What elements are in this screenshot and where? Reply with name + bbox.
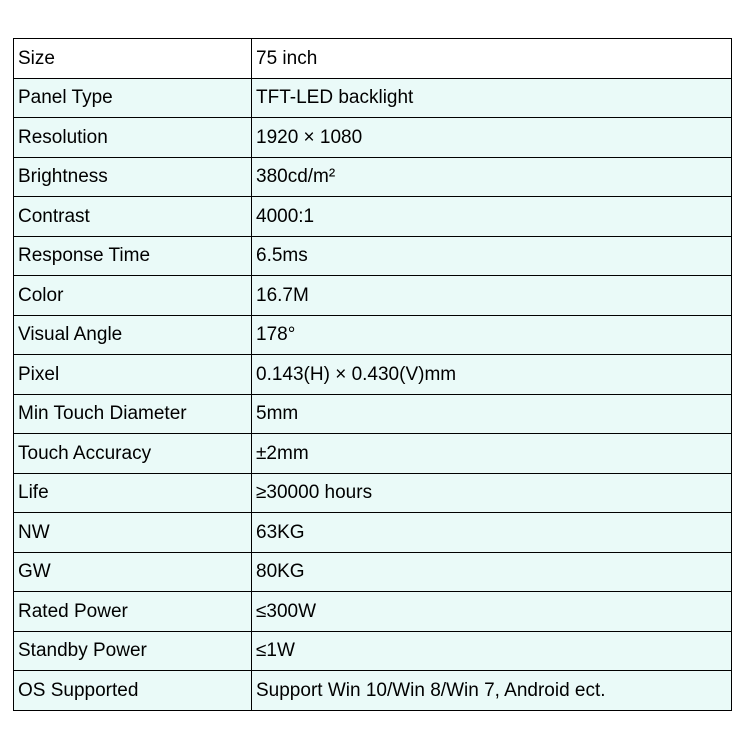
- spec-row-panel-type: [14, 78, 732, 118]
- spec-value: 80KG: [252, 552, 732, 592]
- spec-value: ≥30000 hours: [252, 473, 732, 513]
- spec-row-pixel: [14, 355, 732, 395]
- spec-value: ≤1W: [252, 631, 732, 671]
- spec-label: Rated Power: [14, 592, 252, 632]
- spec-row-color: [14, 276, 732, 316]
- spec-label: Response Time: [14, 236, 252, 276]
- spec-value: 6.5ms: [252, 236, 732, 276]
- spec-row-size: [14, 39, 732, 79]
- spec-row-resolution: [14, 118, 732, 158]
- spec-label: Life: [14, 473, 252, 513]
- spec-label: Standby Power: [14, 631, 252, 671]
- spec-value: TFT-LED backlight: [252, 78, 732, 118]
- spec-value: 380cd/m²: [252, 157, 732, 197]
- spec-value: 178°: [252, 315, 732, 355]
- spec-label: Panel Type: [14, 78, 252, 118]
- spec-label: NW: [14, 513, 252, 553]
- spec-row-min-touch-diameter: [14, 394, 732, 434]
- spec-value: 5mm: [252, 394, 732, 434]
- spec-row-nw: [14, 513, 732, 553]
- spec-label: Size: [14, 39, 252, 79]
- spec-table: [13, 38, 732, 711]
- spec-row-touch-accuracy: [14, 434, 732, 474]
- spec-value: 4000:1: [252, 197, 732, 237]
- spec-row-contrast: [14, 197, 732, 237]
- spec-label: Touch Accuracy: [14, 434, 252, 474]
- spec-row-os-supported: [14, 671, 732, 711]
- spec-row-standby-power: [14, 631, 732, 671]
- spec-row-rated-power: [14, 592, 732, 632]
- spec-label: Pixel: [14, 355, 252, 395]
- spec-value: Support Win 10/Win 8/Win 7, Android ect.: [252, 671, 732, 711]
- spec-row-response-time: [14, 236, 732, 276]
- spec-table-body: [14, 39, 732, 711]
- spec-row-brightness: [14, 157, 732, 197]
- spec-label: Brightness: [14, 157, 252, 197]
- spec-value: 75 inch: [252, 39, 732, 79]
- spec-label: Color: [14, 276, 252, 316]
- spec-label: Visual Angle: [14, 315, 252, 355]
- spec-value: ±2mm: [252, 434, 732, 474]
- spec-label: Resolution: [14, 118, 252, 158]
- spec-row-gw: [14, 552, 732, 592]
- spec-label: Contrast: [14, 197, 252, 237]
- spec-value: ≤300W: [252, 592, 732, 632]
- spec-value: 0.143(H) × 0.430(V)mm: [252, 355, 732, 395]
- spec-row-visual-angle: [14, 315, 732, 355]
- spec-value: 1920 × 1080: [252, 118, 732, 158]
- spec-label: OS Supported: [14, 671, 252, 711]
- spec-row-life: [14, 473, 732, 513]
- spec-label: Min Touch Diameter: [14, 394, 252, 434]
- spec-label: GW: [14, 552, 252, 592]
- spec-value: 16.7M: [252, 276, 732, 316]
- spec-value: 63KG: [252, 513, 732, 553]
